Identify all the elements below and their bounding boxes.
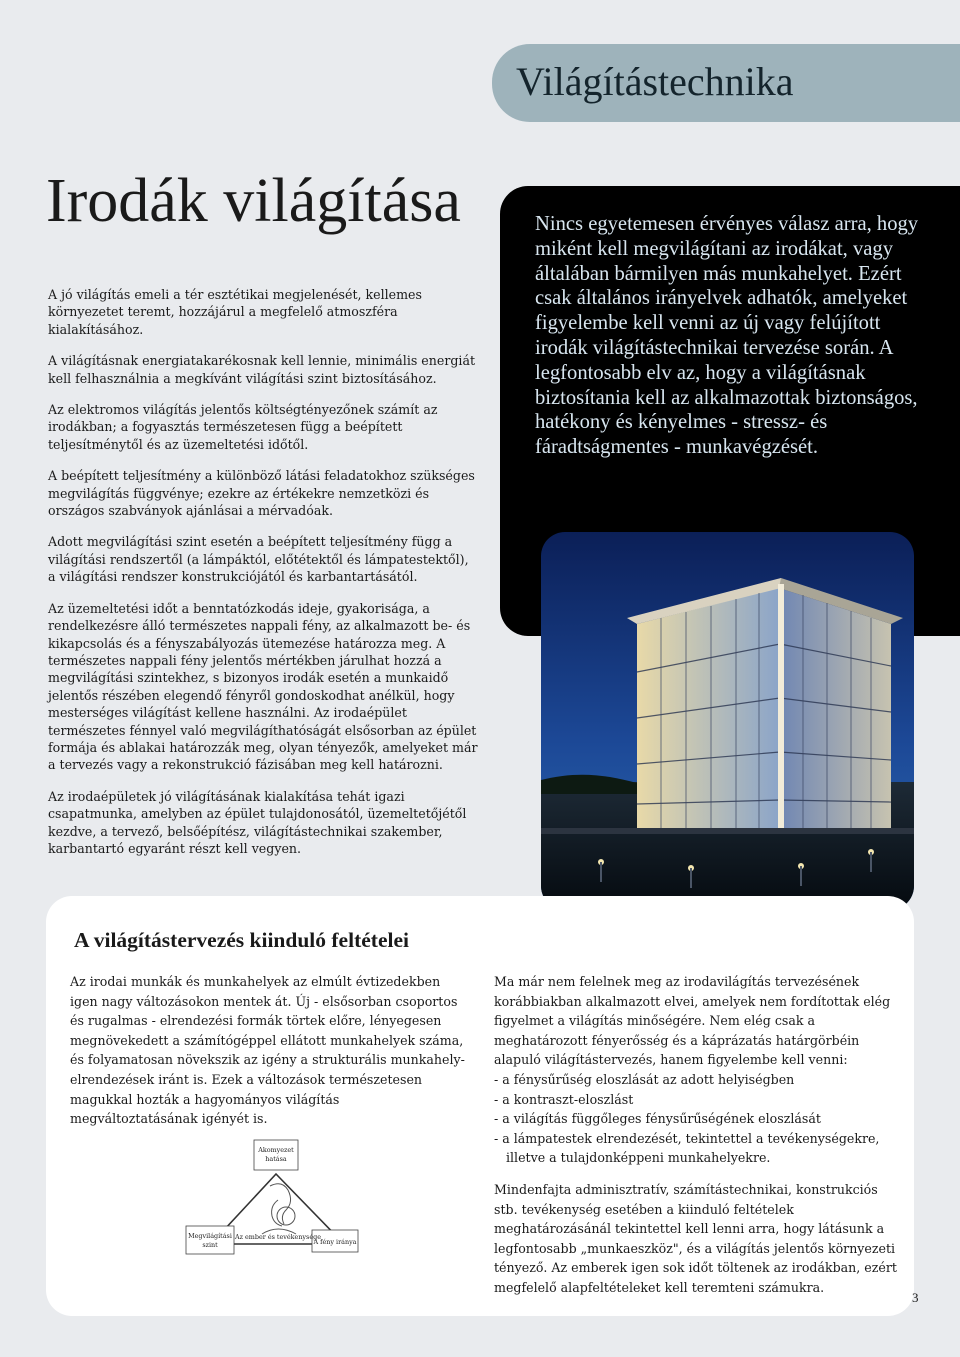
diagram-center-label: Az ember és tevékenysége (235, 1233, 321, 1241)
left-column (48, 286, 480, 871)
box-right-outro: Mindenfajta adminisztratív, számítástechnikai, konstrukciós stb. tevékenység esetében a kiinduló feltételek meghatározásánál tekintettel kell lenni arra, hogy látásunk a legfontosabb „munkaeszköz", és a világítás jelentős környezeti tényező. Az emberek igen sok időt töltenek az irodákban, ezért megfelelő alapfeltételeket kell teremteni számukra. (494, 1181, 897, 1295)
list-item: - a fénysűrűség eloszlását az adott helyiségben (494, 1071, 795, 1087)
list-item: - a kontraszt-eloszlást (494, 1091, 634, 1107)
box-right-intro: Ma már nem felelnek meg az irodavilágítás tervezésének korábbiakban alkalmazott elvei, amelyek nem fordítottak elég figyelmet a világítás minőségére. Nem elég csak a meghatározott fényerősség és a káprázatás határgörbéin alapuló világítástervezés, hanem figyelembe kell venni: (494, 974, 891, 1068)
office-building-photo (541, 532, 914, 910)
diagram-top-label-line1: Akomyezet (258, 1146, 294, 1154)
diagram-top-label-line2: hatása (265, 1155, 287, 1163)
paragraph: Az irodaépületek jó világításának kialakítása tehát igazi csapatmunka, amelyben az épület tulajdonosától, üzemeltetőjétől kezdve, a tervező, belsőépítész, világítástechnikai szakember, karbantartó egyaránt részt kell vegyen. (48, 788, 467, 856)
requirements-list (494, 1070, 902, 1168)
paragraph: A beépített teljesítmény a különböző látási feladatokhoz szükséges megvilágítás függvénye; ezekre az értékekre nemzetközi és országos szabványok ajánlásai a mérvadóak. (48, 468, 475, 519)
box-right-column (494, 972, 902, 1298)
page-number: 3 (912, 1290, 919, 1305)
diagram-left-label-line2: szint (202, 1241, 218, 1249)
section-title: Világítástechnika (516, 59, 794, 104)
box-title: A világítástervezés kiinduló feltételei (74, 928, 409, 952)
diagram-right-label: A fény iránya (313, 1238, 357, 1246)
list-item: - a lámpatestek elrendezését, tekintettel a tevékenységekre, illetve a tulajdonképpeni munkahelyekre. (494, 1130, 880, 1166)
page-title: Irodák világítása (46, 167, 461, 235)
list-item: - a világítás függőleges fénysűrűségének eloszlását (494, 1111, 821, 1127)
paragraph: Az üzemeltetési időt a benntatózkodás ideje, gyakorisága, a rendelkezésre álló természetes nappali fény, az alkalmazott be- és kikapcsolás és a fényszabályozás ütemezése határozza meg. A természetes nappali fény jelentős mértékben járulhat hozzá a megvilágítási szintekhez, s bizonyos irodák esetén a munkaidő jelentős részében elegendő fényről gondoskodhat anélkül, hogy mesterséges világítást kellene használni. Az irodaépület természetes fénnyel való megvilágíthatóságát elsősorban az épület formája és ablakai határozzák meg, olyan tényezők, amelyeket már a tervezés vagy a rekonstrukció fázisában meg kell határozni. (48, 600, 478, 773)
paragraph: A világításnak energiatakarékosnak kell lennie, minimális energiát kell felhasználnia a megkívánt világítási szint biztosításához. (48, 353, 476, 386)
paragraph: Adott megvilágítási szint esetén a beépített teljesítmény függ a világítási rendszertől (a lámpáktól, előtétektől és lámpatestektől), a világítási rendszer konstrukciójától és karbantartásától. (48, 534, 469, 585)
paragraph: Az elektromos világítás jelentős költségtényezőnek számít az irodákban; a fogyasztás természetesen függ a beépített teljesítménytől és az üzemeltetési időtől. (48, 402, 438, 452)
lighting-factors-diagram (178, 1138, 378, 1290)
diagram-left-label-line1: Megvilágítási (188, 1232, 232, 1240)
box-left-text: Az irodai munkák és munkahelyek az elmúlt évtizedekben igen nagy változásokon mentek át. Új - elsősorban csoportos és rugalmas - elrendezési formák törtek előre, lényegesen megnövekedett a számítógéppel ellátott munkahelyek száma, és folyamatosan növekszik az igény a strukturális munkahely-elrendezések iránt is. Ezek a változások természetesen magukkal hozták a hagyományos világítás megváltoztatásának igényét is. (70, 974, 465, 1127)
intro-text: Nincs egyetemesen érvényes válasz arra, hogy miként kell megvilágítani az irodákat, vagy általában bármilyen más munkahelyet. Ezért csak általános irányelvek adhatók, amelyeket figyelembe kell venni az új vagy felújított irodák világítástechnikai tervezése során. A legfontosabb elv az, hogy a világításnak biztosítania kell az alkalmazottak biztonságos, hatékony és kényelmes - stressz- és fáradtságmentes - munkavégzését. (535, 213, 919, 459)
paragraph: A jó világítás emeli a tér esztétikai megjelenését, kellemes környezetet teremt, hozzájárul a megfelelő atmoszféra kialakításához. (48, 287, 422, 337)
section-header-tab (492, 44, 960, 122)
